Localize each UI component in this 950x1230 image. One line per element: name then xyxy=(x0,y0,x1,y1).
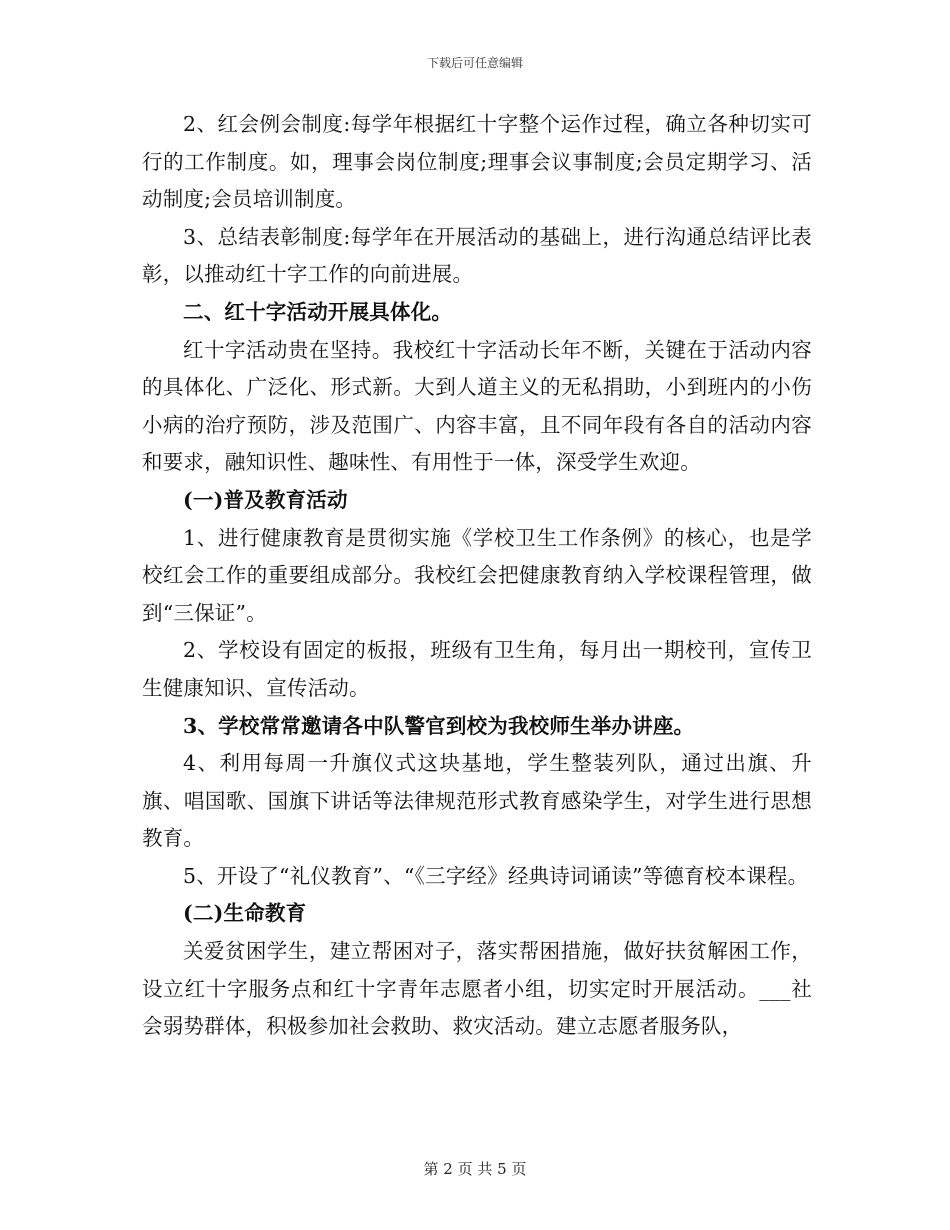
subsection-heading-1: (一)普及教育活动 xyxy=(183,487,348,512)
page-header: 下载后可任意编辑 xyxy=(426,56,523,70)
page-footer: 第 2 页 共 5 页 xyxy=(423,1160,527,1178)
paragraph-9: 关爱贫困学生，建立帮困对子，落实帮困措施，做好扶贫解困工作，设立红十字服务点和红十字青年志愿者小组，切实定时开展活动。___社会弱势群体，积极参加社会救助、救灾活动。建立志愿者服务队， xyxy=(142,939,812,1039)
paragraph-8: 5、开设了“礼仪教育”、“《三字经》经典诗词诵读”等德育校本课程。 xyxy=(183,863,809,888)
paragraph-1: 2、红会例会制度:每学年根据红十字整个运作过程，确立各种切实可行的工作制度。如，理事会岗位制度;理事会议事制度;会员定期学习、活动制度;会员培训制度。 xyxy=(142,112,812,212)
document-body xyxy=(142,106,812,1046)
paragraph-6: 3、学校常常邀请各中队警官到校为我校师生举办讲座。 xyxy=(183,713,695,738)
paragraph-7: 4、利用每周一升旗仪式这块基地，学生整装列队，通过出旗、升旗、唱国歌、国旗下讲话等法律规范形式教育感染学生，对学生进行思想教育。 xyxy=(142,751,812,851)
paragraph-2: 3、总结表彰制度:每学年在开展活动的基础上，进行沟通总结评比表彰，以推动红十字工作的向前进展。 xyxy=(142,224,812,287)
section-heading-2: 二、红十字活动开展具体化。 xyxy=(183,299,453,324)
subsection-heading-2: (二)生命教育 xyxy=(183,901,307,926)
paragraph-3: 红十字活动贵在坚持。我校红十字活动长年不断，关键在于活动内容的具体化、广泛化、形式新。大到人道主义的无私捐助，小到班内的小伤小病的治疗预防，涉及范围广、内容丰富，且不同年段有各自的活动内容和要求，融知识性、趣味性、有用性于一体，深受学生欢迎。 xyxy=(142,337,812,475)
paragraph-4: 1、进行健康教育是贯彻实施《学校卫生工作条例》的核心，也是学校红会工作的重要组成部分。我校红会把健康教育纳入学校课程管理，做到“三保证”。 xyxy=(142,525,812,625)
paragraph-5: 2、学校设有固定的板报，班级有卫生角，每月出一期校刊，宣传卫生健康知识、宣传活动。 xyxy=(142,638,812,700)
